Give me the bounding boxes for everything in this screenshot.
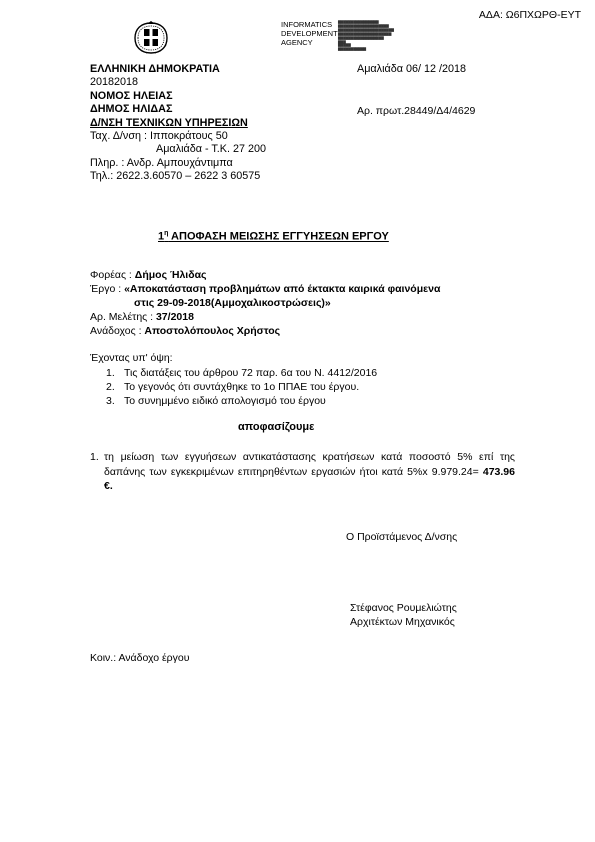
document-date: Αμαλιάδα 06/ 12 /2018 — [357, 63, 466, 75]
signatory-name: Στέφανος Ρουμελιώτης — [350, 602, 457, 614]
signatory-title: Αρχιτέκτων Μηχανικός — [350, 616, 455, 628]
doc-code: 20182018 — [90, 76, 139, 89]
signatory-role: Ο Προϊστάμενος Δ/νσης — [346, 531, 458, 543]
body-label: Φορέας : — [90, 269, 135, 281]
informatics-agency-logo — [281, 20, 394, 52]
cc-line: Κοιν.: Ανάδοχο έργου — [90, 652, 190, 664]
decision-number: 1. — [90, 451, 99, 463]
sender-header — [90, 63, 266, 184]
body-value: Δήμος Ήλιδας — [134, 269, 207, 281]
contractor-label: Ανάδοχος : — [90, 325, 145, 337]
list-item: 1. Τις διατάξεις του άρθρου 72 παρ. 6α του Ν. 4412/2016 — [106, 367, 378, 379]
title-number: 1 — [158, 230, 165, 243]
contact-person: Πληρ. : Ανδρ. Αμπουχάντιμπα — [90, 156, 233, 169]
contractor-line — [90, 325, 280, 337]
decision-amount: 473.96 €. — [104, 465, 515, 492]
signatory-block — [350, 601, 457, 629]
digital-signature-stamp-icon: ▇▇▇▇▇▇▇▇▇▇▇▇▇▇▇▇ ▇▇▇▇▇▇▇▇▇▇▇▇▇▇▇▇▇▇▇▇ ▇▇▇▇▇▇▇▇▇▇▇▇▇▇▇▇▇▇▇▇▇▇ ▇▇▇▇▇▇▇▇▇▇▇▇▇▇▇▇▇▇▇▇▇ ▇▇▇▇▇▇▇▇▇▇▇▇▇▇▇▇▇▇ ▇▇▇ ▇▇▇▇▇ ▇▇▇▇▇▇▇▇▇▇▇ — [338, 20, 394, 52]
document-title — [158, 230, 389, 243]
contractor-value: Αποστολόπουλος Χρήστος — [144, 325, 281, 337]
title-text: ΑΠΟΦΑΣΗ ΜΕΙΩΣΗΣ ΕΓΓΥΗΣΕΩΝ ΕΡΓΟΥ — [168, 230, 389, 243]
study-label: Αρ. Μελέτης : — [90, 311, 156, 323]
logo-line: INFORMATICS — [281, 20, 333, 29]
considering-label: Έχοντας υπ' όψη: — [90, 352, 173, 364]
study-line — [90, 311, 194, 323]
logo-line: DEVELOPMENT — [281, 29, 338, 38]
ada-code: ΑΔΑ: Ω6ΠΧΩΡΘ-ΕΥΤ — [478, 9, 581, 21]
prefecture-name: ΝΟΜΟΣ ΗΛΕΙΑΣ — [90, 89, 173, 102]
project-value: «Αποκατάσταση προβλημάτων από έκτακτα καιρικά φαινόμενα — [124, 283, 441, 295]
body-line — [90, 269, 207, 281]
logo-line: AGENCY — [281, 38, 313, 47]
greek-emblem-icon — [131, 18, 171, 58]
decision-heading: αποφασίζουμε — [238, 421, 315, 433]
project-value-cont: στις 29-09-2018(Αμμοχαλικοστρώσεις)» — [134, 297, 331, 309]
study-value: 37/2018 — [155, 311, 194, 323]
contact-phone: Τηλ.: 2622.3.60570 – 2622 3 60575 — [90, 170, 261, 183]
decision-text: τη μείωση των εγγυήσεων αντικατάστασης κρατήσεων κατά ποσοστό 5% επί της δαπάνης των εγκεκριμένων επιτηρηθέντων εργασιών ήτοι κατά 5%x 9.979.24= — [104, 451, 515, 478]
project-line — [90, 283, 440, 295]
department-name: Δ/ΝΣΗ ΤΕΧΝΙΚΩΝ ΥΠΗΡΕΣΙΩΝ — [90, 116, 248, 129]
postal-city: Αμαλιάδα - Τ.Κ. 27 200 — [156, 143, 266, 156]
municipality-name: ΔΗΜΟΣ ΗΛΙΔΑΣ — [90, 103, 173, 116]
title-superscript: η — [164, 230, 169, 237]
project-label: Έργο : — [90, 283, 125, 295]
protocol-number: Αρ. πρωτ.28449/Δ4/4629 — [357, 105, 476, 117]
considerations-list — [106, 366, 377, 408]
country-name: ΕΛΛΗΝΙΚΗ ΔΗΜΟΚΡΑΤΙΑ — [90, 63, 220, 75]
postal-address: Ταχ. Δ/νση : Ιπποκράτους 50 — [90, 130, 228, 143]
list-item: 2. Το γεγονός ότι συντάχθηκε το 1ο ΠΠΑΕ του έργου. — [106, 381, 360, 393]
decision-paragraph — [90, 450, 515, 494]
list-item: 3. Το συνημμένο ειδικό απολογισμό του έργου — [106, 395, 326, 407]
